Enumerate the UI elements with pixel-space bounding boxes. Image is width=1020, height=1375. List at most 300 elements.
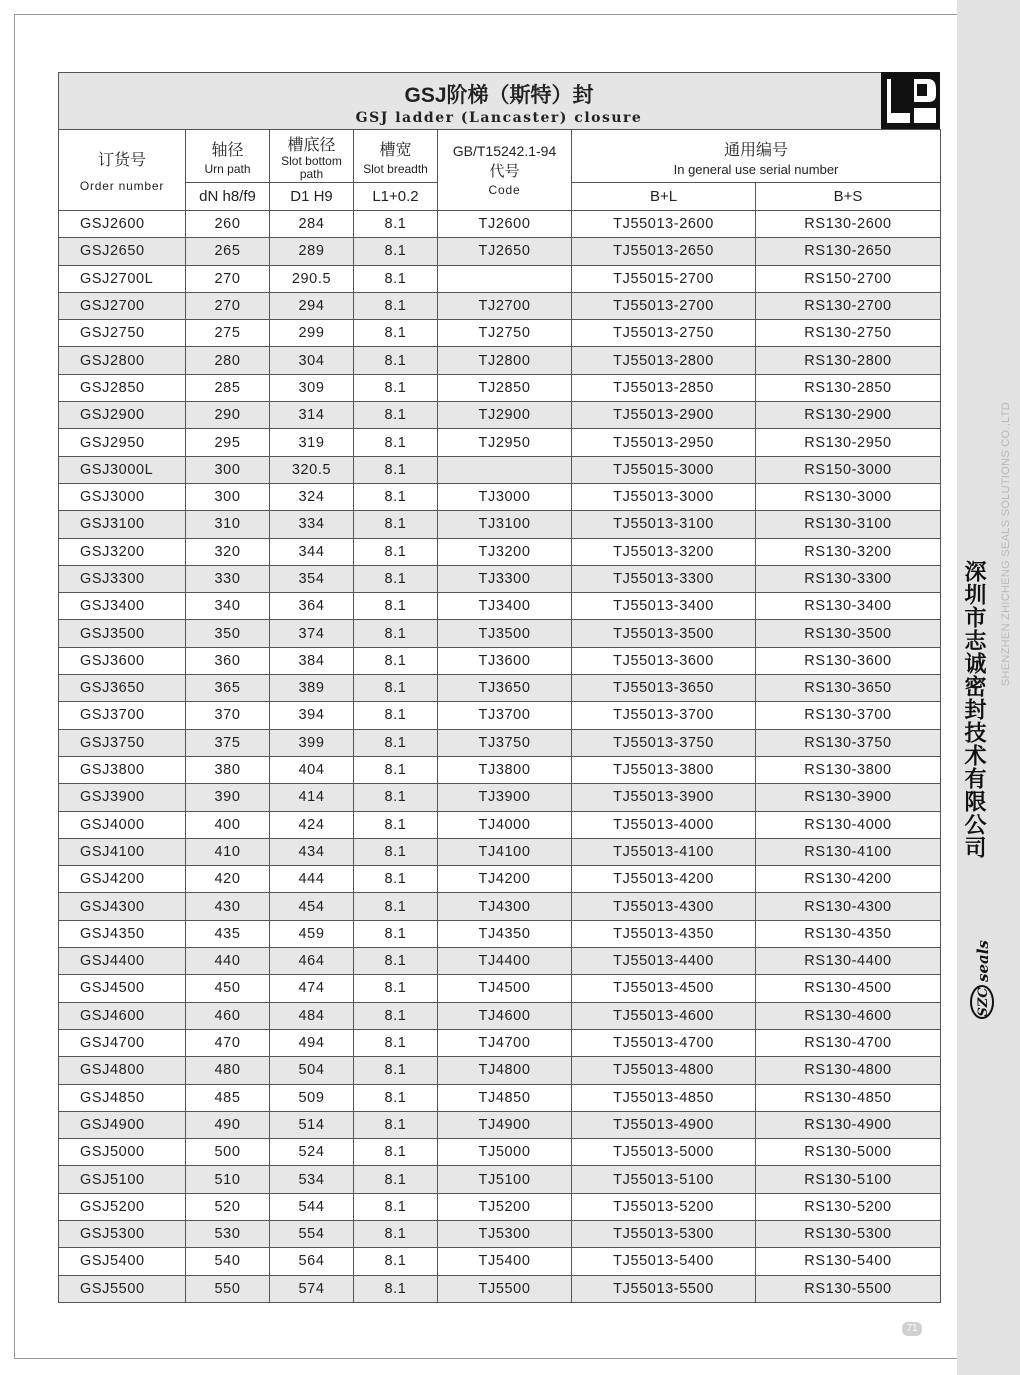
cell-order-number: GSJ4600 xyxy=(59,1002,186,1029)
table-row xyxy=(59,511,941,538)
cell-slot-width: 8.1 xyxy=(354,647,438,674)
cell-bs-serial: RS130-2750 xyxy=(756,320,941,347)
cell-gb-code: TJ2950 xyxy=(438,429,572,456)
cell-order-number: GSJ4200 xyxy=(59,866,186,893)
cell-shaft-diameter: 320 xyxy=(186,538,270,565)
cell-slot-bottom: 544 xyxy=(270,1193,354,1220)
cell-shaft-diameter: 360 xyxy=(186,647,270,674)
cell-slot-bottom: 484 xyxy=(270,1002,354,1029)
cell-bs-serial: RS130-2600 xyxy=(756,211,941,238)
table-row xyxy=(59,402,941,429)
cell-slot-bottom: 494 xyxy=(270,1029,354,1056)
cell-order-number: GSJ2600 xyxy=(59,211,186,238)
table-row xyxy=(59,374,941,401)
cell-order-number: GSJ3100 xyxy=(59,511,186,538)
cell-bs-serial: RS130-3500 xyxy=(756,620,941,647)
cell-shaft-diameter: 380 xyxy=(186,756,270,783)
cell-slot-width: 8.1 xyxy=(354,729,438,756)
cell-bs-serial: RS130-2700 xyxy=(756,292,941,319)
table-title xyxy=(58,72,940,130)
table-row xyxy=(59,1193,941,1220)
table-row xyxy=(59,347,941,374)
table-row xyxy=(59,838,941,865)
cell-bs-serial: RS130-4350 xyxy=(756,920,941,947)
cell-order-number: GSJ3300 xyxy=(59,565,186,592)
cell-order-number: GSJ3000 xyxy=(59,483,186,510)
cell-order-number: GSJ4850 xyxy=(59,1084,186,1111)
cell-shaft-diameter: 290 xyxy=(186,402,270,429)
cell-bs-serial: RS130-3300 xyxy=(756,565,941,592)
cell-slot-bottom: 304 xyxy=(270,347,354,374)
cell-slot-bottom: 514 xyxy=(270,1111,354,1138)
table-row xyxy=(59,429,941,456)
table-row xyxy=(59,1002,941,1029)
cell-shaft-diameter: 550 xyxy=(186,1275,270,1302)
cell-slot-bottom: 309 xyxy=(270,374,354,401)
cell-slot-width: 8.1 xyxy=(354,1057,438,1084)
cell-order-number: GSJ4500 xyxy=(59,975,186,1002)
cell-gb-code: TJ2650 xyxy=(438,238,572,265)
cell-bs-serial: RS130-2850 xyxy=(756,374,941,401)
cell-shaft-diameter: 280 xyxy=(186,347,270,374)
cell-order-number: GSJ2850 xyxy=(59,374,186,401)
cell-slot-width: 8.1 xyxy=(354,1084,438,1111)
table-row xyxy=(59,647,941,674)
cell-bl-serial: TJ55013-3700 xyxy=(572,702,756,729)
cell-slot-bottom: 364 xyxy=(270,593,354,620)
cell-gb-code: TJ4700 xyxy=(438,1029,572,1056)
table-row xyxy=(59,238,941,265)
cell-slot-bottom: 374 xyxy=(270,620,354,647)
cell-bl-serial: TJ55013-5000 xyxy=(572,1139,756,1166)
cell-order-number: GSJ4100 xyxy=(59,838,186,865)
cell-bl-serial: TJ55013-3100 xyxy=(572,511,756,538)
cell-slot-bottom: 290.5 xyxy=(270,265,354,292)
cell-bs-serial: RS130-4800 xyxy=(756,1057,941,1084)
cell-slot-width: 8.1 xyxy=(354,429,438,456)
cell-bl-serial: TJ55013-2750 xyxy=(572,320,756,347)
cell-bs-serial: RS130-5500 xyxy=(756,1275,941,1302)
cell-bs-serial: RS150-2700 xyxy=(756,265,941,292)
table-body xyxy=(59,211,941,1303)
cell-shaft-diameter: 285 xyxy=(186,374,270,401)
table-row xyxy=(59,320,941,347)
cell-bl-serial: TJ55013-4800 xyxy=(572,1057,756,1084)
cell-bl-serial: TJ55013-3000 xyxy=(572,483,756,510)
cell-slot-width: 8.1 xyxy=(354,265,438,292)
table-row xyxy=(59,292,941,319)
header-slot-bottom-sub: D1 H9 xyxy=(270,183,354,211)
cell-slot-bottom: 324 xyxy=(270,483,354,510)
cell-slot-width: 8.1 xyxy=(354,456,438,483)
cell-bl-serial: TJ55013-3600 xyxy=(572,647,756,674)
cell-gb-code: TJ4800 xyxy=(438,1057,572,1084)
table-row xyxy=(59,948,941,975)
cell-bl-serial: TJ55013-3300 xyxy=(572,565,756,592)
cell-bl-serial: TJ55013-4200 xyxy=(572,866,756,893)
cell-gb-code: TJ3600 xyxy=(438,647,572,674)
cell-bs-serial: RS130-3600 xyxy=(756,647,941,674)
cell-shaft-diameter: 460 xyxy=(186,1002,270,1029)
cell-shaft-diameter: 480 xyxy=(186,1057,270,1084)
cell-shaft-diameter: 400 xyxy=(186,811,270,838)
cell-order-number: GSJ5300 xyxy=(59,1220,186,1247)
cell-bs-serial: RS130-2950 xyxy=(756,429,941,456)
cell-order-number: GSJ5100 xyxy=(59,1166,186,1193)
cell-slot-bottom: 289 xyxy=(270,238,354,265)
table-row xyxy=(59,265,941,292)
cell-order-number: GSJ2700 xyxy=(59,292,186,319)
cell-bl-serial: TJ55013-4600 xyxy=(572,1002,756,1029)
cell-order-number: GSJ5000 xyxy=(59,1139,186,1166)
cell-slot-bottom: 344 xyxy=(270,538,354,565)
cell-slot-width: 8.1 xyxy=(354,838,438,865)
page-number: 71 xyxy=(902,1322,922,1336)
table-row xyxy=(59,565,941,592)
cell-bs-serial: RS130-4000 xyxy=(756,811,941,838)
cell-shaft-diameter: 435 xyxy=(186,920,270,947)
cell-slot-bottom: 534 xyxy=(270,1166,354,1193)
cell-slot-width: 8.1 xyxy=(354,1166,438,1193)
cell-gb-code: TJ4400 xyxy=(438,948,572,975)
cell-bs-serial: RS130-4500 xyxy=(756,975,941,1002)
table-row xyxy=(59,593,941,620)
table-row xyxy=(59,920,941,947)
cell-slot-width: 8.1 xyxy=(354,756,438,783)
cell-shaft-diameter: 440 xyxy=(186,948,270,975)
table-row xyxy=(59,1084,941,1111)
cell-slot-bottom: 394 xyxy=(270,702,354,729)
cell-gb-code: TJ3300 xyxy=(438,565,572,592)
cell-bl-serial: TJ55013-2650 xyxy=(572,238,756,265)
cell-bl-serial: TJ55013-5200 xyxy=(572,1193,756,1220)
cell-bl-serial: TJ55013-4900 xyxy=(572,1111,756,1138)
cell-shaft-diameter: 375 xyxy=(186,729,270,756)
cell-slot-width: 8.1 xyxy=(354,483,438,510)
cell-bl-serial: TJ55013-5100 xyxy=(572,1166,756,1193)
cell-bl-serial: TJ55013-4850 xyxy=(572,1084,756,1111)
cell-bs-serial: RS130-5300 xyxy=(756,1220,941,1247)
header-general-serial: 通用编号 In general use serial number xyxy=(572,130,941,183)
cell-gb-code: TJ3400 xyxy=(438,593,572,620)
cell-slot-bottom: 474 xyxy=(270,975,354,1002)
cell-bl-serial: TJ55013-3800 xyxy=(572,756,756,783)
cell-order-number: GSJ4300 xyxy=(59,893,186,920)
cell-slot-width: 8.1 xyxy=(354,565,438,592)
cell-bl-serial: TJ55013-4100 xyxy=(572,838,756,865)
cell-slot-bottom: 284 xyxy=(270,211,354,238)
cell-gb-code: TJ4350 xyxy=(438,920,572,947)
svg-text:SZC: SZC xyxy=(976,987,991,1017)
szc-seals-logo-icon xyxy=(960,930,1000,1020)
cell-bs-serial: RS130-2800 xyxy=(756,347,941,374)
table-row xyxy=(59,702,941,729)
cell-slot-bottom: 314 xyxy=(270,402,354,429)
table-row xyxy=(59,675,941,702)
title-en: GSJ ladder (Lancaster) closure xyxy=(355,110,643,126)
cell-order-number: GSJ4900 xyxy=(59,1111,186,1138)
cell-slot-width: 8.1 xyxy=(354,784,438,811)
header-slot-bottom: 槽底径 Slot bottom path xyxy=(270,130,354,183)
table-row xyxy=(59,975,941,1002)
cell-shaft-diameter: 330 xyxy=(186,565,270,592)
cell-shaft-diameter: 410 xyxy=(186,838,270,865)
table-row xyxy=(59,1029,941,1056)
cell-shaft-diameter: 340 xyxy=(186,593,270,620)
cell-order-number: GSJ2700L xyxy=(59,265,186,292)
table-row xyxy=(59,1057,941,1084)
cell-shaft-diameter: 260 xyxy=(186,211,270,238)
cell-bl-serial: TJ55013-3400 xyxy=(572,593,756,620)
cell-order-number: GSJ3800 xyxy=(59,756,186,783)
cell-bs-serial: RS130-5400 xyxy=(756,1248,941,1275)
header-bs: B+S xyxy=(756,183,941,211)
cell-order-number: GSJ3500 xyxy=(59,620,186,647)
cell-slot-width: 8.1 xyxy=(354,1193,438,1220)
cell-bs-serial: RS130-4100 xyxy=(756,838,941,865)
cell-bl-serial: TJ55013-3200 xyxy=(572,538,756,565)
cell-gb-code: TJ5200 xyxy=(438,1193,572,1220)
cell-bs-serial: RS130-5100 xyxy=(756,1166,941,1193)
cell-order-number: GSJ3000L xyxy=(59,456,186,483)
cell-slot-width: 8.1 xyxy=(354,347,438,374)
cell-gb-code: TJ3500 xyxy=(438,620,572,647)
cell-slot-bottom: 554 xyxy=(270,1220,354,1247)
cell-shaft-diameter: 310 xyxy=(186,511,270,538)
cell-bs-serial: RS130-4300 xyxy=(756,893,941,920)
cell-bl-serial: TJ55013-2800 xyxy=(572,347,756,374)
cell-bs-serial: RS130-4700 xyxy=(756,1029,941,1056)
cell-slot-width: 8.1 xyxy=(354,238,438,265)
seal-profile-icon xyxy=(881,72,940,130)
cell-slot-bottom: 464 xyxy=(270,948,354,975)
cell-gb-code: TJ4500 xyxy=(438,975,572,1002)
cell-order-number: GSJ3600 xyxy=(59,647,186,674)
cell-gb-code: TJ4850 xyxy=(438,1084,572,1111)
cell-order-number: GSJ2950 xyxy=(59,429,186,456)
cell-gb-code: TJ2600 xyxy=(438,211,572,238)
cell-bs-serial: RS130-2650 xyxy=(756,238,941,265)
cell-gb-code: TJ4200 xyxy=(438,866,572,893)
cell-slot-bottom: 414 xyxy=(270,784,354,811)
cell-slot-bottom: 354 xyxy=(270,565,354,592)
cell-slot-width: 8.1 xyxy=(354,211,438,238)
table-row xyxy=(59,756,941,783)
cell-slot-bottom: 454 xyxy=(270,893,354,920)
cell-bs-serial: RS130-3100 xyxy=(756,511,941,538)
cell-order-number: GSJ3400 xyxy=(59,593,186,620)
cell-shaft-diameter: 430 xyxy=(186,893,270,920)
cell-bs-serial: RS130-3000 xyxy=(756,483,941,510)
cell-slot-bottom: 389 xyxy=(270,675,354,702)
cell-gb-code: TJ5400 xyxy=(438,1248,572,1275)
cell-gb-code: TJ2700 xyxy=(438,292,572,319)
cell-slot-width: 8.1 xyxy=(354,702,438,729)
cell-gb-code: TJ4300 xyxy=(438,893,572,920)
cell-slot-bottom: 504 xyxy=(270,1057,354,1084)
cell-order-number: GSJ3650 xyxy=(59,675,186,702)
cell-slot-width: 8.1 xyxy=(354,1275,438,1302)
cell-order-number: GSJ3750 xyxy=(59,729,186,756)
cell-gb-code: TJ3700 xyxy=(438,702,572,729)
header-slot-width-sub: L1+0.2 xyxy=(354,183,438,211)
table-row xyxy=(59,456,941,483)
cell-shaft-diameter: 365 xyxy=(186,675,270,702)
cell-slot-bottom: 334 xyxy=(270,511,354,538)
cell-bl-serial: TJ55013-3650 xyxy=(572,675,756,702)
table-row xyxy=(59,620,941,647)
cell-gb-code xyxy=(438,456,572,483)
cell-slot-width: 8.1 xyxy=(354,620,438,647)
cell-bl-serial: TJ55013-2900 xyxy=(572,402,756,429)
cell-slot-width: 8.1 xyxy=(354,1029,438,1056)
cell-slot-width: 8.1 xyxy=(354,893,438,920)
cell-order-number: GSJ4400 xyxy=(59,948,186,975)
cell-bs-serial: RS130-4850 xyxy=(756,1084,941,1111)
cell-bl-serial: TJ55013-4350 xyxy=(572,920,756,947)
header-order-number: 订货号 Order number xyxy=(59,130,186,211)
cell-slot-bottom: 319 xyxy=(270,429,354,456)
cell-gb-code: TJ2850 xyxy=(438,374,572,401)
cell-bs-serial: RS130-3800 xyxy=(756,756,941,783)
cell-gb-code: TJ3900 xyxy=(438,784,572,811)
cell-slot-width: 8.1 xyxy=(354,402,438,429)
cell-shaft-diameter: 295 xyxy=(186,429,270,456)
cell-gb-code: TJ2750 xyxy=(438,320,572,347)
cell-order-number: GSJ5200 xyxy=(59,1193,186,1220)
cell-slot-width: 8.1 xyxy=(354,811,438,838)
header-slot-width: 槽宽 Slot breadth xyxy=(354,130,438,183)
cell-slot-width: 8.1 xyxy=(354,593,438,620)
cell-slot-bottom: 574 xyxy=(270,1275,354,1302)
cell-shaft-diameter: 490 xyxy=(186,1111,270,1138)
header-shaft-sub: dN h8/f9 xyxy=(186,183,270,211)
cell-bl-serial: TJ55013-2700 xyxy=(572,292,756,319)
cell-bs-serial: RS130-3700 xyxy=(756,702,941,729)
cell-gb-code: TJ3000 xyxy=(438,483,572,510)
cell-slot-width: 8.1 xyxy=(354,538,438,565)
cell-gb-code: TJ3800 xyxy=(438,756,572,783)
cell-slot-bottom: 564 xyxy=(270,1248,354,1275)
cell-gb-code: TJ4600 xyxy=(438,1002,572,1029)
table-row xyxy=(59,1248,941,1275)
cell-shaft-diameter: 370 xyxy=(186,702,270,729)
header-shaft-diameter: 轴径 Urn path xyxy=(186,130,270,183)
cell-gb-code: TJ2800 xyxy=(438,347,572,374)
cell-shaft-diameter: 500 xyxy=(186,1139,270,1166)
cell-bl-serial: TJ55015-2700 xyxy=(572,265,756,292)
cell-bs-serial: RS130-4600 xyxy=(756,1002,941,1029)
cell-slot-width: 8.1 xyxy=(354,1002,438,1029)
cell-bs-serial: RS130-4400 xyxy=(756,948,941,975)
cell-slot-bottom: 459 xyxy=(270,920,354,947)
table-row xyxy=(59,483,941,510)
table-row xyxy=(59,784,941,811)
cell-bl-serial: TJ55013-5500 xyxy=(572,1275,756,1302)
cell-order-number: GSJ5400 xyxy=(59,1248,186,1275)
cell-slot-bottom: 384 xyxy=(270,647,354,674)
cell-slot-bottom: 509 xyxy=(270,1084,354,1111)
cell-bl-serial: TJ55015-3000 xyxy=(572,456,756,483)
cell-shaft-diameter: 485 xyxy=(186,1084,270,1111)
cell-bl-serial: TJ55013-4500 xyxy=(572,975,756,1002)
cell-slot-width: 8.1 xyxy=(354,1111,438,1138)
cell-slot-width: 8.1 xyxy=(354,320,438,347)
cell-bs-serial: RS130-3200 xyxy=(756,538,941,565)
cell-bs-serial: RS130-5200 xyxy=(756,1193,941,1220)
cell-shaft-diameter: 420 xyxy=(186,866,270,893)
cell-slot-width: 8.1 xyxy=(354,866,438,893)
cell-bs-serial: RS130-3650 xyxy=(756,675,941,702)
cell-bl-serial: TJ55013-3750 xyxy=(572,729,756,756)
cell-order-number: GSJ3200 xyxy=(59,538,186,565)
cell-slot-width: 8.1 xyxy=(354,948,438,975)
cell-bl-serial: TJ55013-4400 xyxy=(572,948,756,975)
cell-order-number: GSJ4000 xyxy=(59,811,186,838)
cell-slot-width: 8.1 xyxy=(354,1220,438,1247)
cell-order-number: GSJ4700 xyxy=(59,1029,186,1056)
cell-bl-serial: TJ55013-3900 xyxy=(572,784,756,811)
cell-shaft-diameter: 300 xyxy=(186,456,270,483)
cell-shaft-diameter: 275 xyxy=(186,320,270,347)
cell-slot-bottom: 444 xyxy=(270,866,354,893)
cell-bl-serial: TJ55013-5300 xyxy=(572,1220,756,1247)
cell-slot-width: 8.1 xyxy=(354,920,438,947)
cell-slot-width: 8.1 xyxy=(354,292,438,319)
table-row xyxy=(59,538,941,565)
cell-bl-serial: TJ55013-5400 xyxy=(572,1248,756,1275)
cell-gb-code: TJ3200 xyxy=(438,538,572,565)
cell-order-number: GSJ2800 xyxy=(59,347,186,374)
table-row xyxy=(59,811,941,838)
cell-shaft-diameter: 270 xyxy=(186,265,270,292)
cell-shaft-diameter: 510 xyxy=(186,1166,270,1193)
cell-shaft-diameter: 265 xyxy=(186,238,270,265)
cell-gb-code: TJ3100 xyxy=(438,511,572,538)
cell-shaft-diameter: 520 xyxy=(186,1193,270,1220)
cell-order-number: GSJ4350 xyxy=(59,920,186,947)
cell-slot-width: 8.1 xyxy=(354,511,438,538)
svg-text:seals: seals xyxy=(974,940,992,982)
cell-order-number: GSJ4800 xyxy=(59,1057,186,1084)
cell-gb-code: TJ2900 xyxy=(438,402,572,429)
cell-bl-serial: TJ55013-4000 xyxy=(572,811,756,838)
cell-gb-code: TJ4900 xyxy=(438,1111,572,1138)
cell-order-number: GSJ2650 xyxy=(59,238,186,265)
cell-order-number: GSJ3700 xyxy=(59,702,186,729)
cell-slot-bottom: 399 xyxy=(270,729,354,756)
cell-bl-serial: TJ55013-3500 xyxy=(572,620,756,647)
cell-bs-serial: RS130-5000 xyxy=(756,1139,941,1166)
cell-order-number: GSJ5500 xyxy=(59,1275,186,1302)
cell-shaft-diameter: 470 xyxy=(186,1029,270,1056)
table-row xyxy=(59,1139,941,1166)
table-row xyxy=(59,893,941,920)
cell-bs-serial: RS130-2900 xyxy=(756,402,941,429)
title-cn: GSJ阶梯（斯特）封 xyxy=(404,84,594,107)
company-name-cn: 深圳市志诚密封技术有限公司 xyxy=(961,560,987,859)
cell-bs-serial: RS130-3400 xyxy=(756,593,941,620)
cell-slot-bottom: 434 xyxy=(270,838,354,865)
cell-gb-code: TJ5500 xyxy=(438,1275,572,1302)
cell-gb-code: TJ3750 xyxy=(438,729,572,756)
table-row xyxy=(59,866,941,893)
cell-shaft-diameter: 270 xyxy=(186,292,270,319)
cell-gb-code: TJ5100 xyxy=(438,1166,572,1193)
cell-slot-width: 8.1 xyxy=(354,975,438,1002)
cell-shaft-diameter: 300 xyxy=(186,483,270,510)
cell-gb-code: TJ5000 xyxy=(438,1139,572,1166)
